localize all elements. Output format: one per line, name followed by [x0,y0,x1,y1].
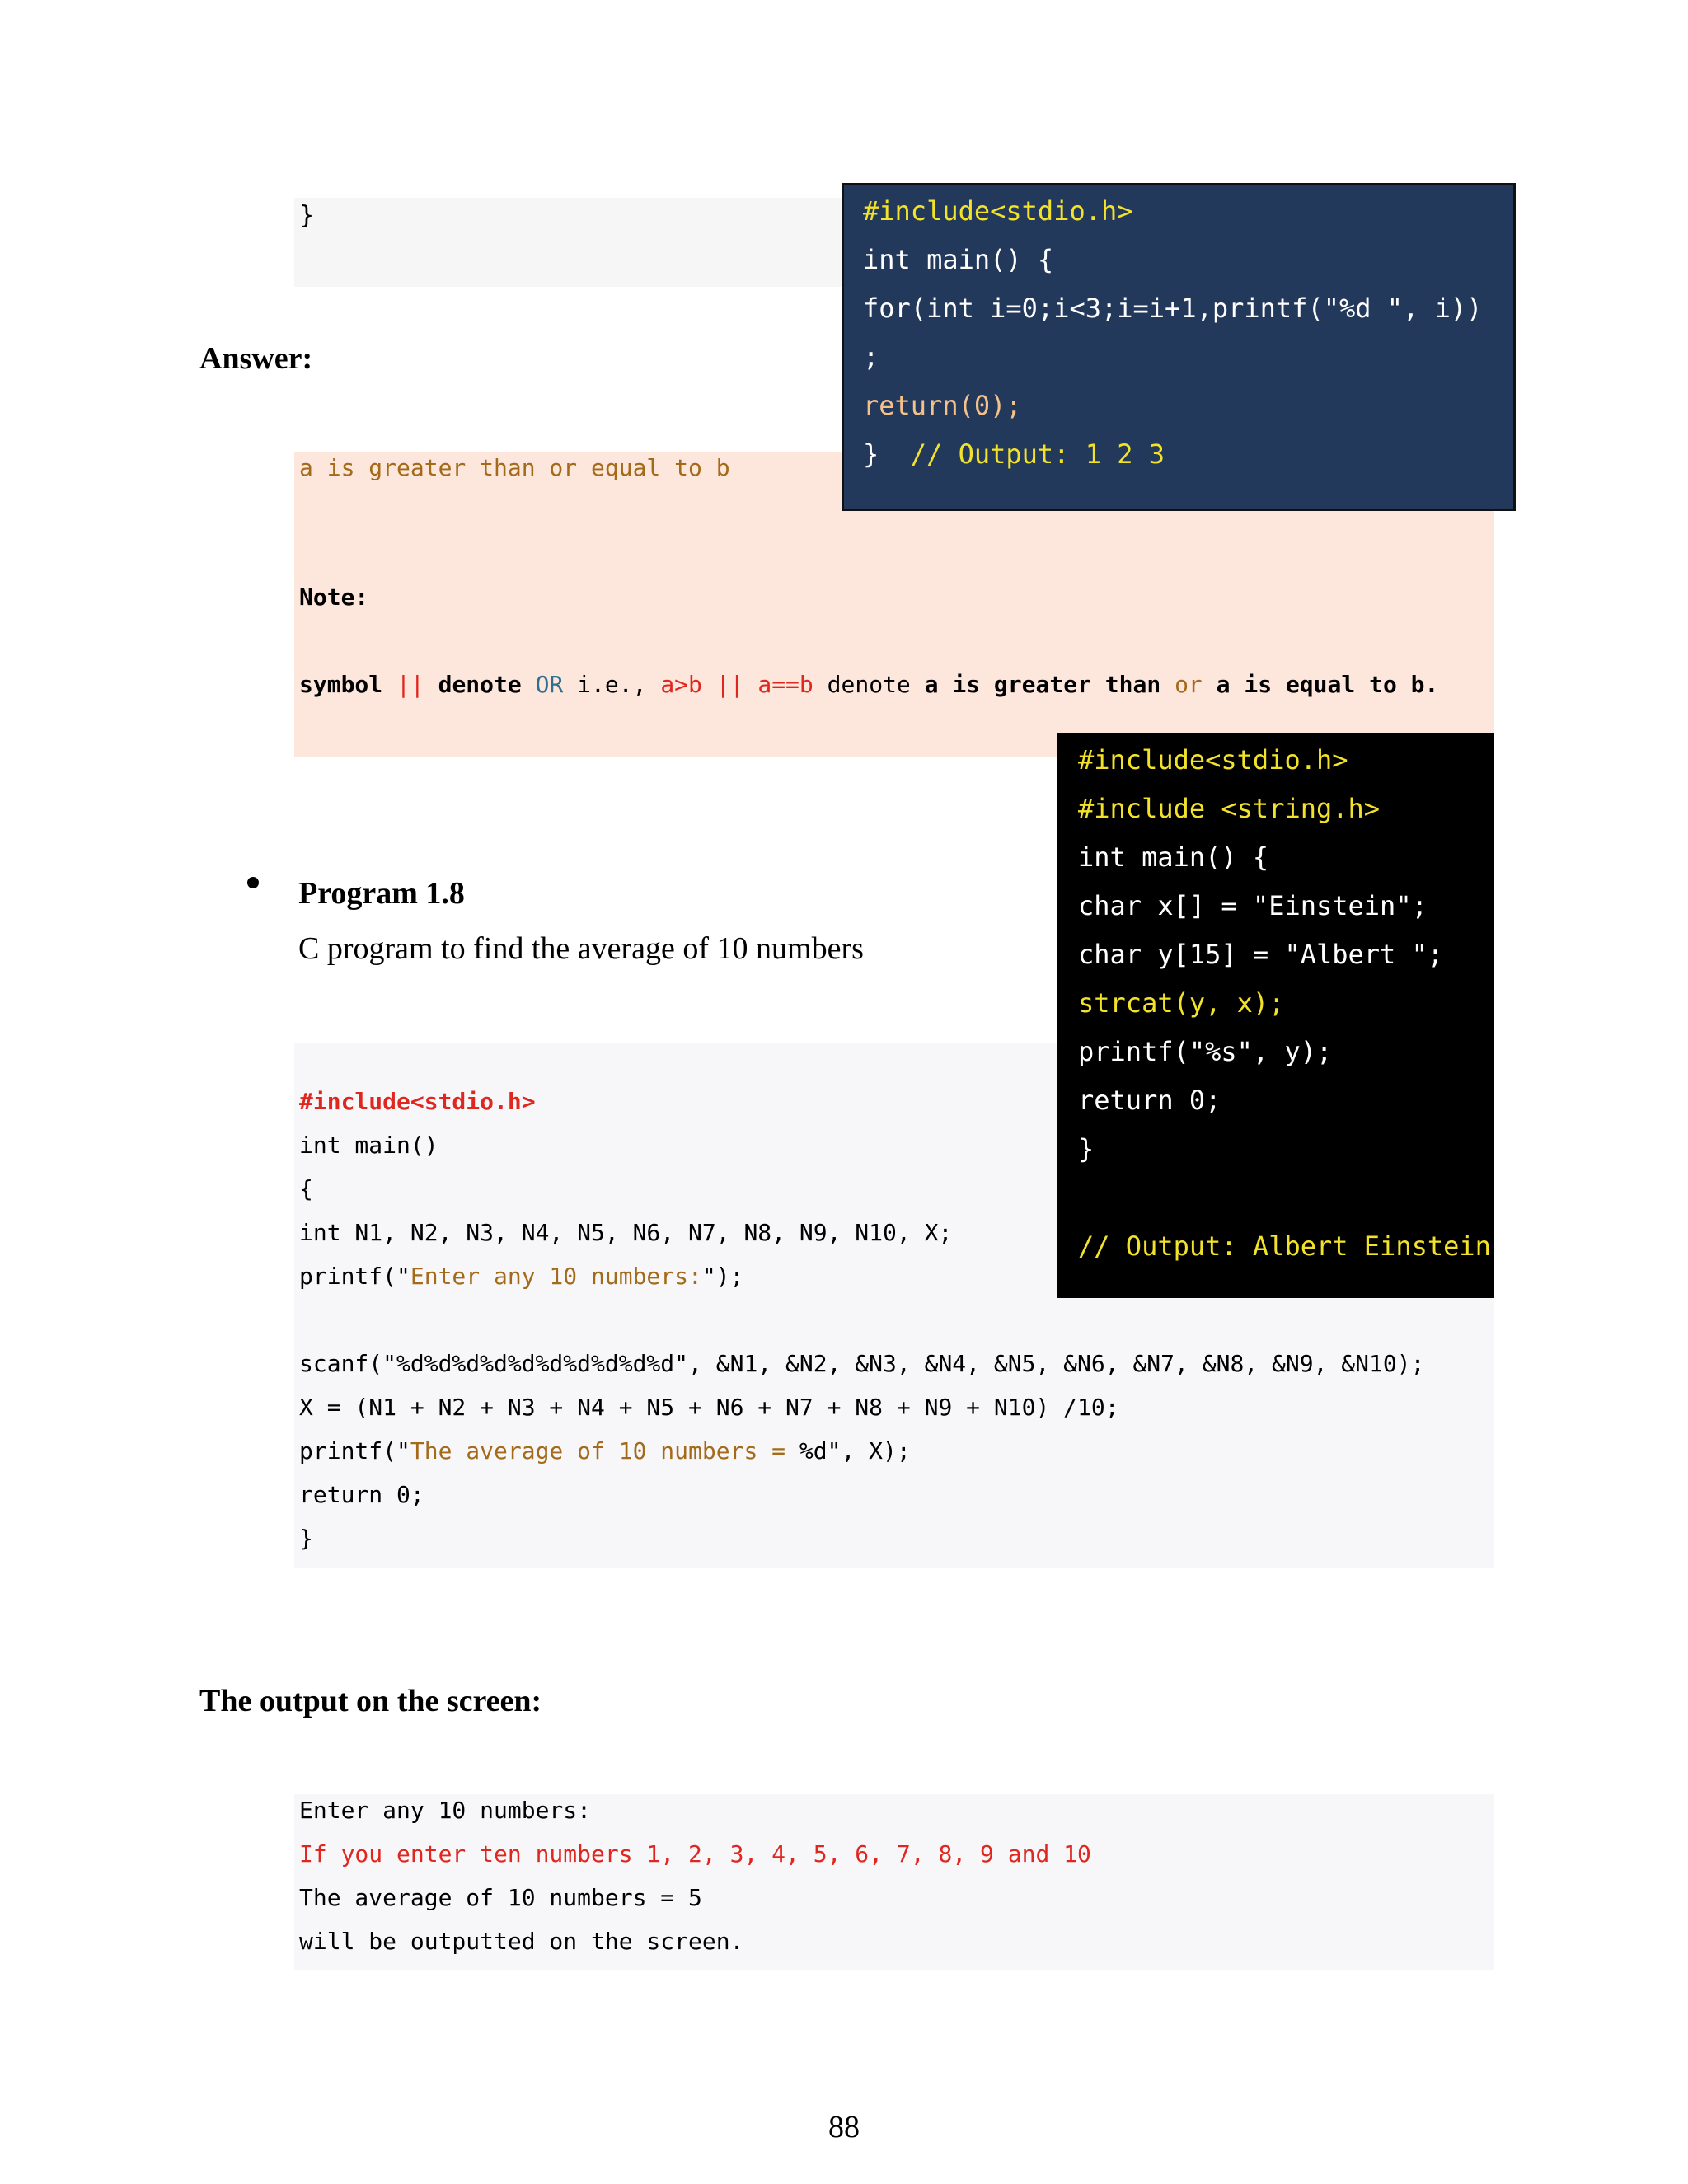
navy-code-line: #include<stdio.h> [863,195,1133,227]
output-heading: The output on the screen: [199,1684,542,1718]
bullet-icon [247,877,259,888]
code-line: #include<stdio.h> [299,1088,536,1115]
answer-result-line: a is greater than or equal to b [299,454,730,481]
note-label: Note: [299,583,369,611]
code-line: int main() [299,1132,438,1159]
black-code-line: #include<stdio.h> [1078,744,1348,776]
note-text: symbol || denote OR i.e., a>b || a==b denote a is greater than or a is equal to b. [299,671,1439,698]
output-line: If you enter ten numbers 1, 2, 3, 4, 5, 6, 7, 8, 9 and 10 [299,1840,1091,1868]
answer-heading: Answer: [199,341,313,376]
output-line: Enter any 10 numbers: [299,1797,592,1824]
page-number: 88 [828,2110,860,2144]
navy-code-line: } // Output: 1 2 3 [863,438,1165,470]
code-line: scanf("%d%d%d%d%d%d%d%d%d%d", &N1, &N2, &N3, &N4, &N5, &N6, &N7, &N8, &N9, &N10); [299,1350,1425,1377]
black-code-line: } [1078,1133,1095,1165]
black-code-line: int main() { [1078,841,1269,873]
code-line: X = (N1 + N2 + N3 + N4 + N5 + N6 + N7 + N8 + N9 + N10) /10; [299,1394,1119,1421]
code-line: printf("Enter any 10 numbers:"); [299,1263,744,1290]
code-line: return 0; [299,1481,424,1508]
code-line: int N1, N2, N3, N4, N5, N6, N7, N8, N9, N10, X; [299,1219,953,1246]
output-line: will be outputted on the screen. [299,1928,744,1955]
output-comment: // Output: 1 2 3 [910,438,1165,470]
navy-code-line: int main() { [863,244,1054,275]
black-code-line: printf("%s", y); [1078,1036,1333,1067]
black-code-line: #include <string.h> [1078,793,1381,824]
navy-code-line: for(int i=0;i<3;i=i+1,printf("%d ", i)) [863,293,1483,324]
program-description: C program to find the average of 10 numbers [298,931,864,966]
navy-code-line: return(0); [863,390,1022,421]
black-code-comment: // Output: Albert Einstein [1078,1230,1491,1262]
navy-code-line: ; [863,341,879,373]
code-line: } [299,1525,313,1552]
black-code-line: return 0; [1078,1085,1221,1116]
black-code-line: strcat(y, x); [1078,987,1285,1019]
black-code-line: char x[] = "Einstein"; [1078,890,1428,921]
code-line: printf("The average of 10 numbers = %d", X); [299,1437,911,1465]
closing-brace: } [299,201,315,230]
output-line: The average of 10 numbers = 5 [299,1884,702,1911]
program-title: Program 1.8 [298,876,465,911]
code-line: { [299,1175,313,1202]
black-code-line: char y[15] = "Albert "; [1078,939,1444,970]
